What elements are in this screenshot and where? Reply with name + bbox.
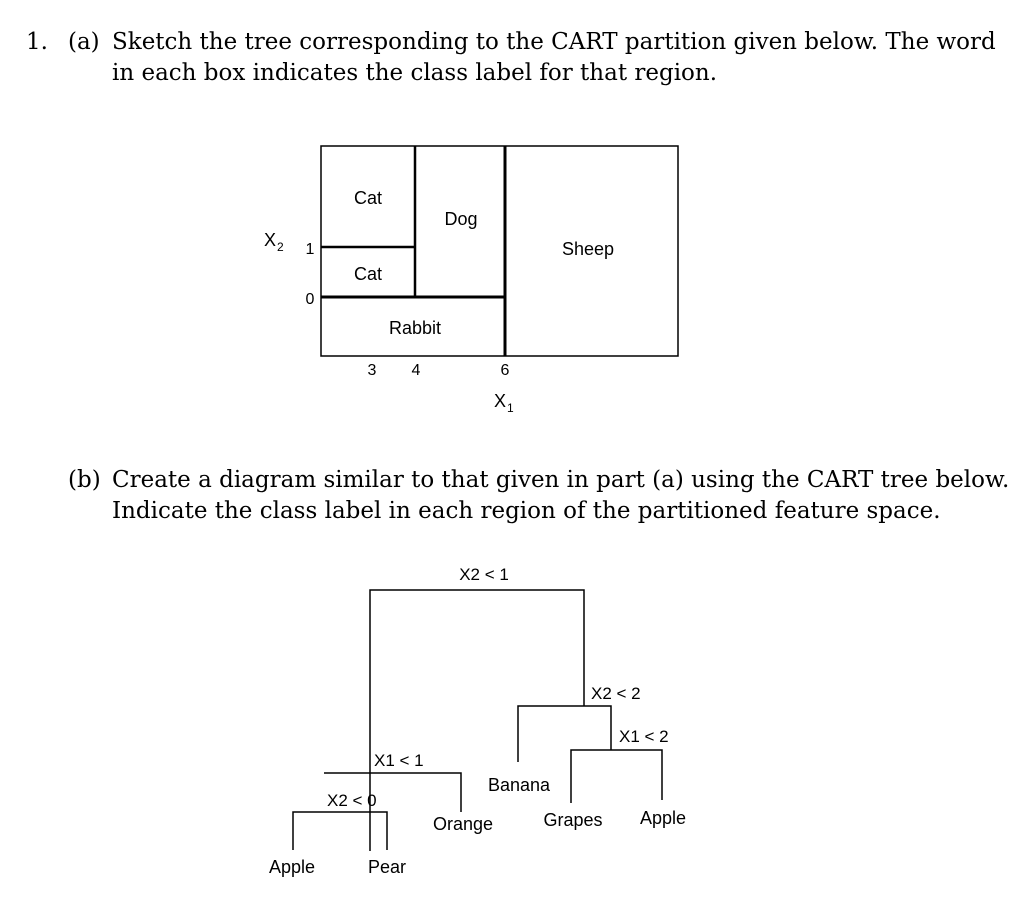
edge-right-inner bbox=[571, 750, 662, 803]
partition-box bbox=[321, 146, 678, 356]
x-tick-3: 3 bbox=[367, 362, 377, 379]
leaf-apple-left: Apple bbox=[268, 857, 316, 877]
problem-number: 1. bbox=[26, 29, 48, 55]
region-sheep: Sheep bbox=[561, 239, 615, 259]
split-root: X2 < 1 bbox=[459, 565, 509, 584]
y-tick-1: 1 bbox=[305, 241, 315, 258]
part-a-marker: (a) bbox=[68, 29, 100, 55]
split-right: X2 < 2 bbox=[591, 684, 641, 703]
x-axis-label: X bbox=[494, 391, 507, 411]
region-cat-top: Cat bbox=[353, 188, 383, 208]
leaf-banana: Banana bbox=[487, 775, 551, 795]
y-axis-label-subscript: 2 bbox=[277, 240, 284, 254]
region-cat-bottom: Cat bbox=[353, 264, 383, 284]
part-b-text-line2: Indicate the class label in each region of the partitioned feature space. bbox=[112, 498, 941, 524]
leaf-pear: Pear bbox=[367, 857, 407, 877]
x-tick-4: 4 bbox=[411, 362, 421, 379]
part-b-text-line1: Create a diagram similar to that given in part (a) using the CART tree below. bbox=[112, 467, 1010, 493]
y-tick-0: 0 bbox=[305, 291, 315, 308]
split-left-inner: X2 < 0 bbox=[327, 791, 377, 810]
x-axis-label-subscript: 1 bbox=[507, 401, 514, 415]
split-left: X1 < 1 bbox=[374, 751, 424, 770]
tree-edges bbox=[293, 590, 662, 851]
leaf-orange: Orange bbox=[432, 814, 494, 834]
part-b-marker: (b) bbox=[68, 467, 101, 493]
leaf-apple-right: Apple bbox=[639, 808, 687, 828]
x-tick-6: 6 bbox=[500, 362, 510, 379]
partition-outer-border bbox=[321, 146, 678, 356]
y-axis-label: X bbox=[264, 230, 277, 250]
split-right-inner: X1 < 2 bbox=[619, 727, 669, 746]
leaf-grapes: Grapes bbox=[543, 810, 603, 830]
region-dog: Dog bbox=[444, 209, 478, 229]
region-rabbit: Rabbit bbox=[388, 318, 442, 338]
part-a-text-line2: in each box indicates the class label for that region. bbox=[112, 60, 718, 86]
edge-left-inner bbox=[293, 812, 387, 850]
part-a-text-line1: Sketch the tree corresponding to the CART partition given below. The word bbox=[112, 29, 996, 55]
edge-right bbox=[518, 706, 611, 762]
